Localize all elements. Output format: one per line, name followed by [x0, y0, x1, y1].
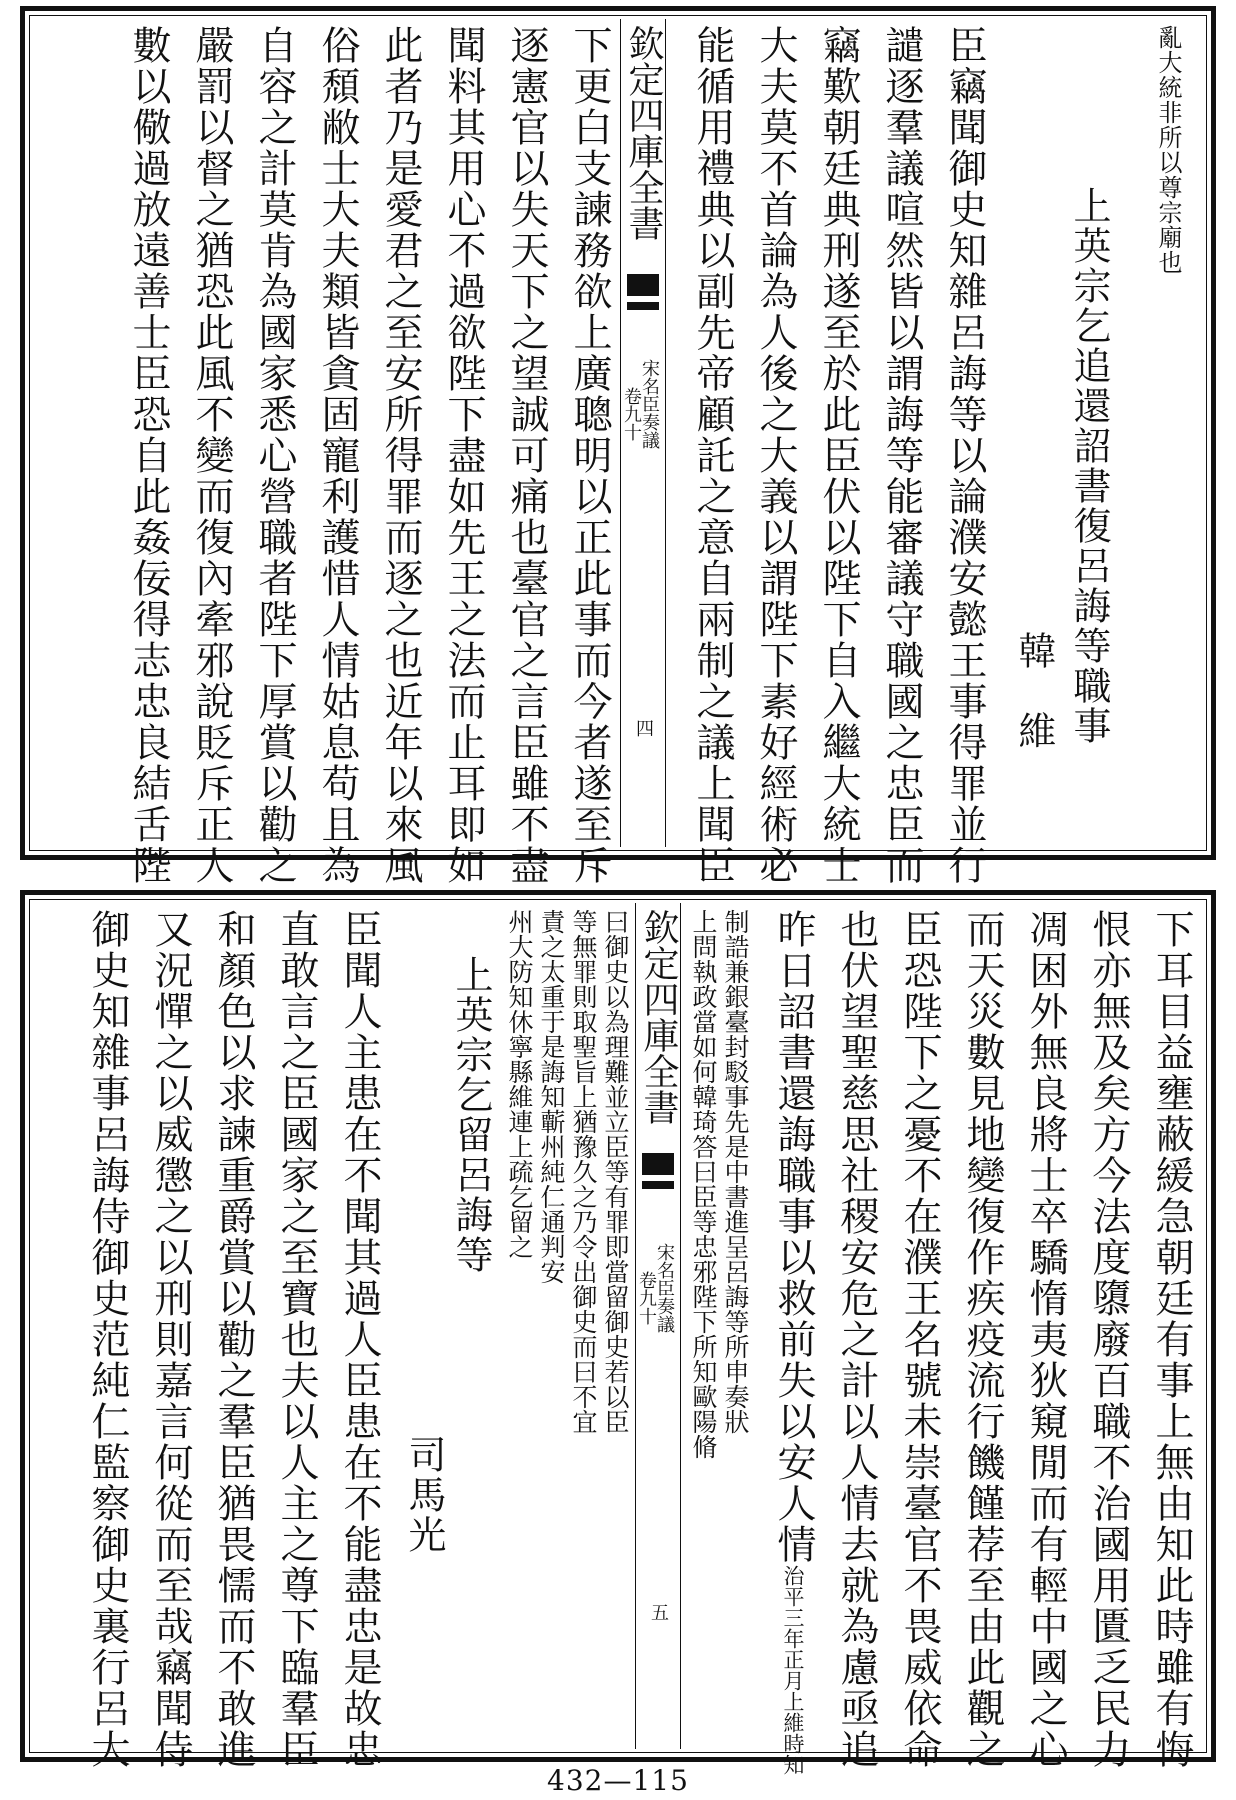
- annotation-column: 上問執政當如何韓琦答曰臣等忠邪陛下所知歐陽脩: [689, 909, 718, 1459]
- fish-tail-mark-lower: [627, 302, 659, 310]
- fish-tail-mark-lower: [642, 1181, 674, 1189]
- text-column: 能循用禮典以副先帝顧託之意自兩制之議上聞臣: [690, 25, 735, 886]
- memorial-author: 司馬光: [402, 1435, 446, 1555]
- gutter-title: 欽定四庫全書: [638, 909, 679, 1125]
- text-column: 逐憲官以失天下之望誠可痛也臺官之言臣雖不盡: [504, 25, 549, 886]
- upper-page: [20, 6, 1216, 886]
- text-column: 自容之計莫肯為國家悉心營職者陛下厚賞以勸之: [252, 25, 297, 886]
- text-column: 嚴罰以督之猶恐此風不變而復內牽邪說貶斥正人: [189, 25, 234, 886]
- annotation-column: 責之太重于是誨知蘄州純仁通判安: [537, 909, 566, 1284]
- text-column: 下耳目益壅蔽緩急朝廷有事上無由知此時雖有悔: [1149, 909, 1194, 1770]
- memorial-title: 上英宗乞留呂誨等: [449, 955, 493, 1275]
- fish-tail-mark: [627, 274, 659, 296]
- text-column: 也伏望聖慈思社稷安危之計以人情去就為慮亟追: [834, 909, 879, 1770]
- text-column: 御史知雜事呂誨侍御史范純仁監察御史裏行呂大: [85, 909, 130, 1770]
- gutter-book-title: 宋名臣奏議: [654, 1243, 675, 1333]
- annotation-column: 曰御史以為理難並立臣等有罪即當留御史若以臣: [601, 909, 630, 1434]
- text-column: [771, 909, 816, 1775]
- gutter-page-number: 五: [648, 1603, 669, 1621]
- page-gutter: [620, 19, 666, 847]
- memorial-author: 韓 維: [1012, 631, 1056, 751]
- page-gutter: [635, 903, 681, 1749]
- gutter-volume: 卷九十: [636, 1271, 657, 1325]
- text-column: 聞料其用心不過欲陛下盡如先王之法而止耳即如: [441, 25, 486, 886]
- page-number: 432—115: [547, 1764, 689, 1797]
- fish-tail-mark: [642, 1153, 674, 1175]
- text-column: 又況憚之以威懲之以刑則嘉言何從而至哉竊聞侍: [148, 909, 193, 1770]
- text-column: 竊歎朝廷典刑遂至於此臣伏以陛下自入繼大統士: [816, 25, 861, 886]
- text-column: 凋困外無良將士卒驕惰夷狄窺閒而有輕中國之心: [1023, 909, 1068, 1770]
- text-column: 臣恐陛下之憂不在濮王名號未崇臺官不畏威依命: [897, 909, 942, 1770]
- inline-annotation: 治平三年正月上維時知: [781, 1565, 805, 1775]
- text-column: 而天災數見地變復作疾疫流行饑饉荐至由此觀之: [960, 909, 1005, 1770]
- gutter-page-number: 四: [633, 719, 654, 737]
- lower-page: [20, 890, 1216, 1775]
- text-column: 譴逐羣議喧然皆以謂誨等能審議守職國之忠臣而: [879, 25, 924, 886]
- text-column: 臣竊聞御史知雜呂誨等以論濮安懿王事得罪並行: [942, 25, 987, 886]
- text-column: 和顏色以求諫重爵賞以勸之羣臣猶畏懦而不敢進: [211, 909, 256, 1770]
- annotation-column: 州大防知休寧縣維連上疏乞留之: [505, 909, 534, 1259]
- text-column: 下更白支諫務欲上廣聰明以正此事而今者遂至斥: [567, 25, 612, 886]
- annotation-column: 制誥兼銀臺封駁事先是中書進呈呂誨等所申奏狀: [721, 909, 750, 1434]
- text-column: 此者乃是愛君之至安所得罪而逐之也近年以來風: [378, 25, 423, 886]
- text-column: 直敢言之臣國家之至寶也夫以人主之尊下臨羣臣: [274, 909, 319, 1770]
- text-column-main: 昨日詔書還誨職事以救前失以安人情: [771, 909, 816, 1565]
- gutter-title: 欽定四庫全書: [623, 25, 664, 241]
- text-column: 大夫莫不首論為人後之大義以謂陛下素好經術必: [753, 25, 798, 886]
- text-column: 臣聞人主患在不聞其過人臣患在不能盡忠是故忠: [337, 909, 382, 1770]
- text-column: 恨亦無及矣方今法度隳廢百職不治國用匱乏民力: [1086, 909, 1131, 1770]
- gutter-book-title: 宋名臣奏議: [639, 359, 660, 449]
- annotation-column: 等無罪則取聖旨上猶豫久之乃令出御史而曰不宜: [569, 909, 598, 1434]
- memorial-title: 上英宗乞追還詔書復呂誨等職事: [1067, 186, 1111, 746]
- text-column: 數以儆過放遠善士臣恐自此姦佞得志忠良結舌陛: [126, 25, 171, 886]
- gutter-volume: 卷九十: [621, 387, 642, 441]
- text-column: 俗頹敝士大夫類皆貪固寵利護惜人情姑息苟且為: [315, 25, 360, 886]
- marginal-note: 亂大統非所以尊宗廟也: [1154, 25, 1182, 275]
